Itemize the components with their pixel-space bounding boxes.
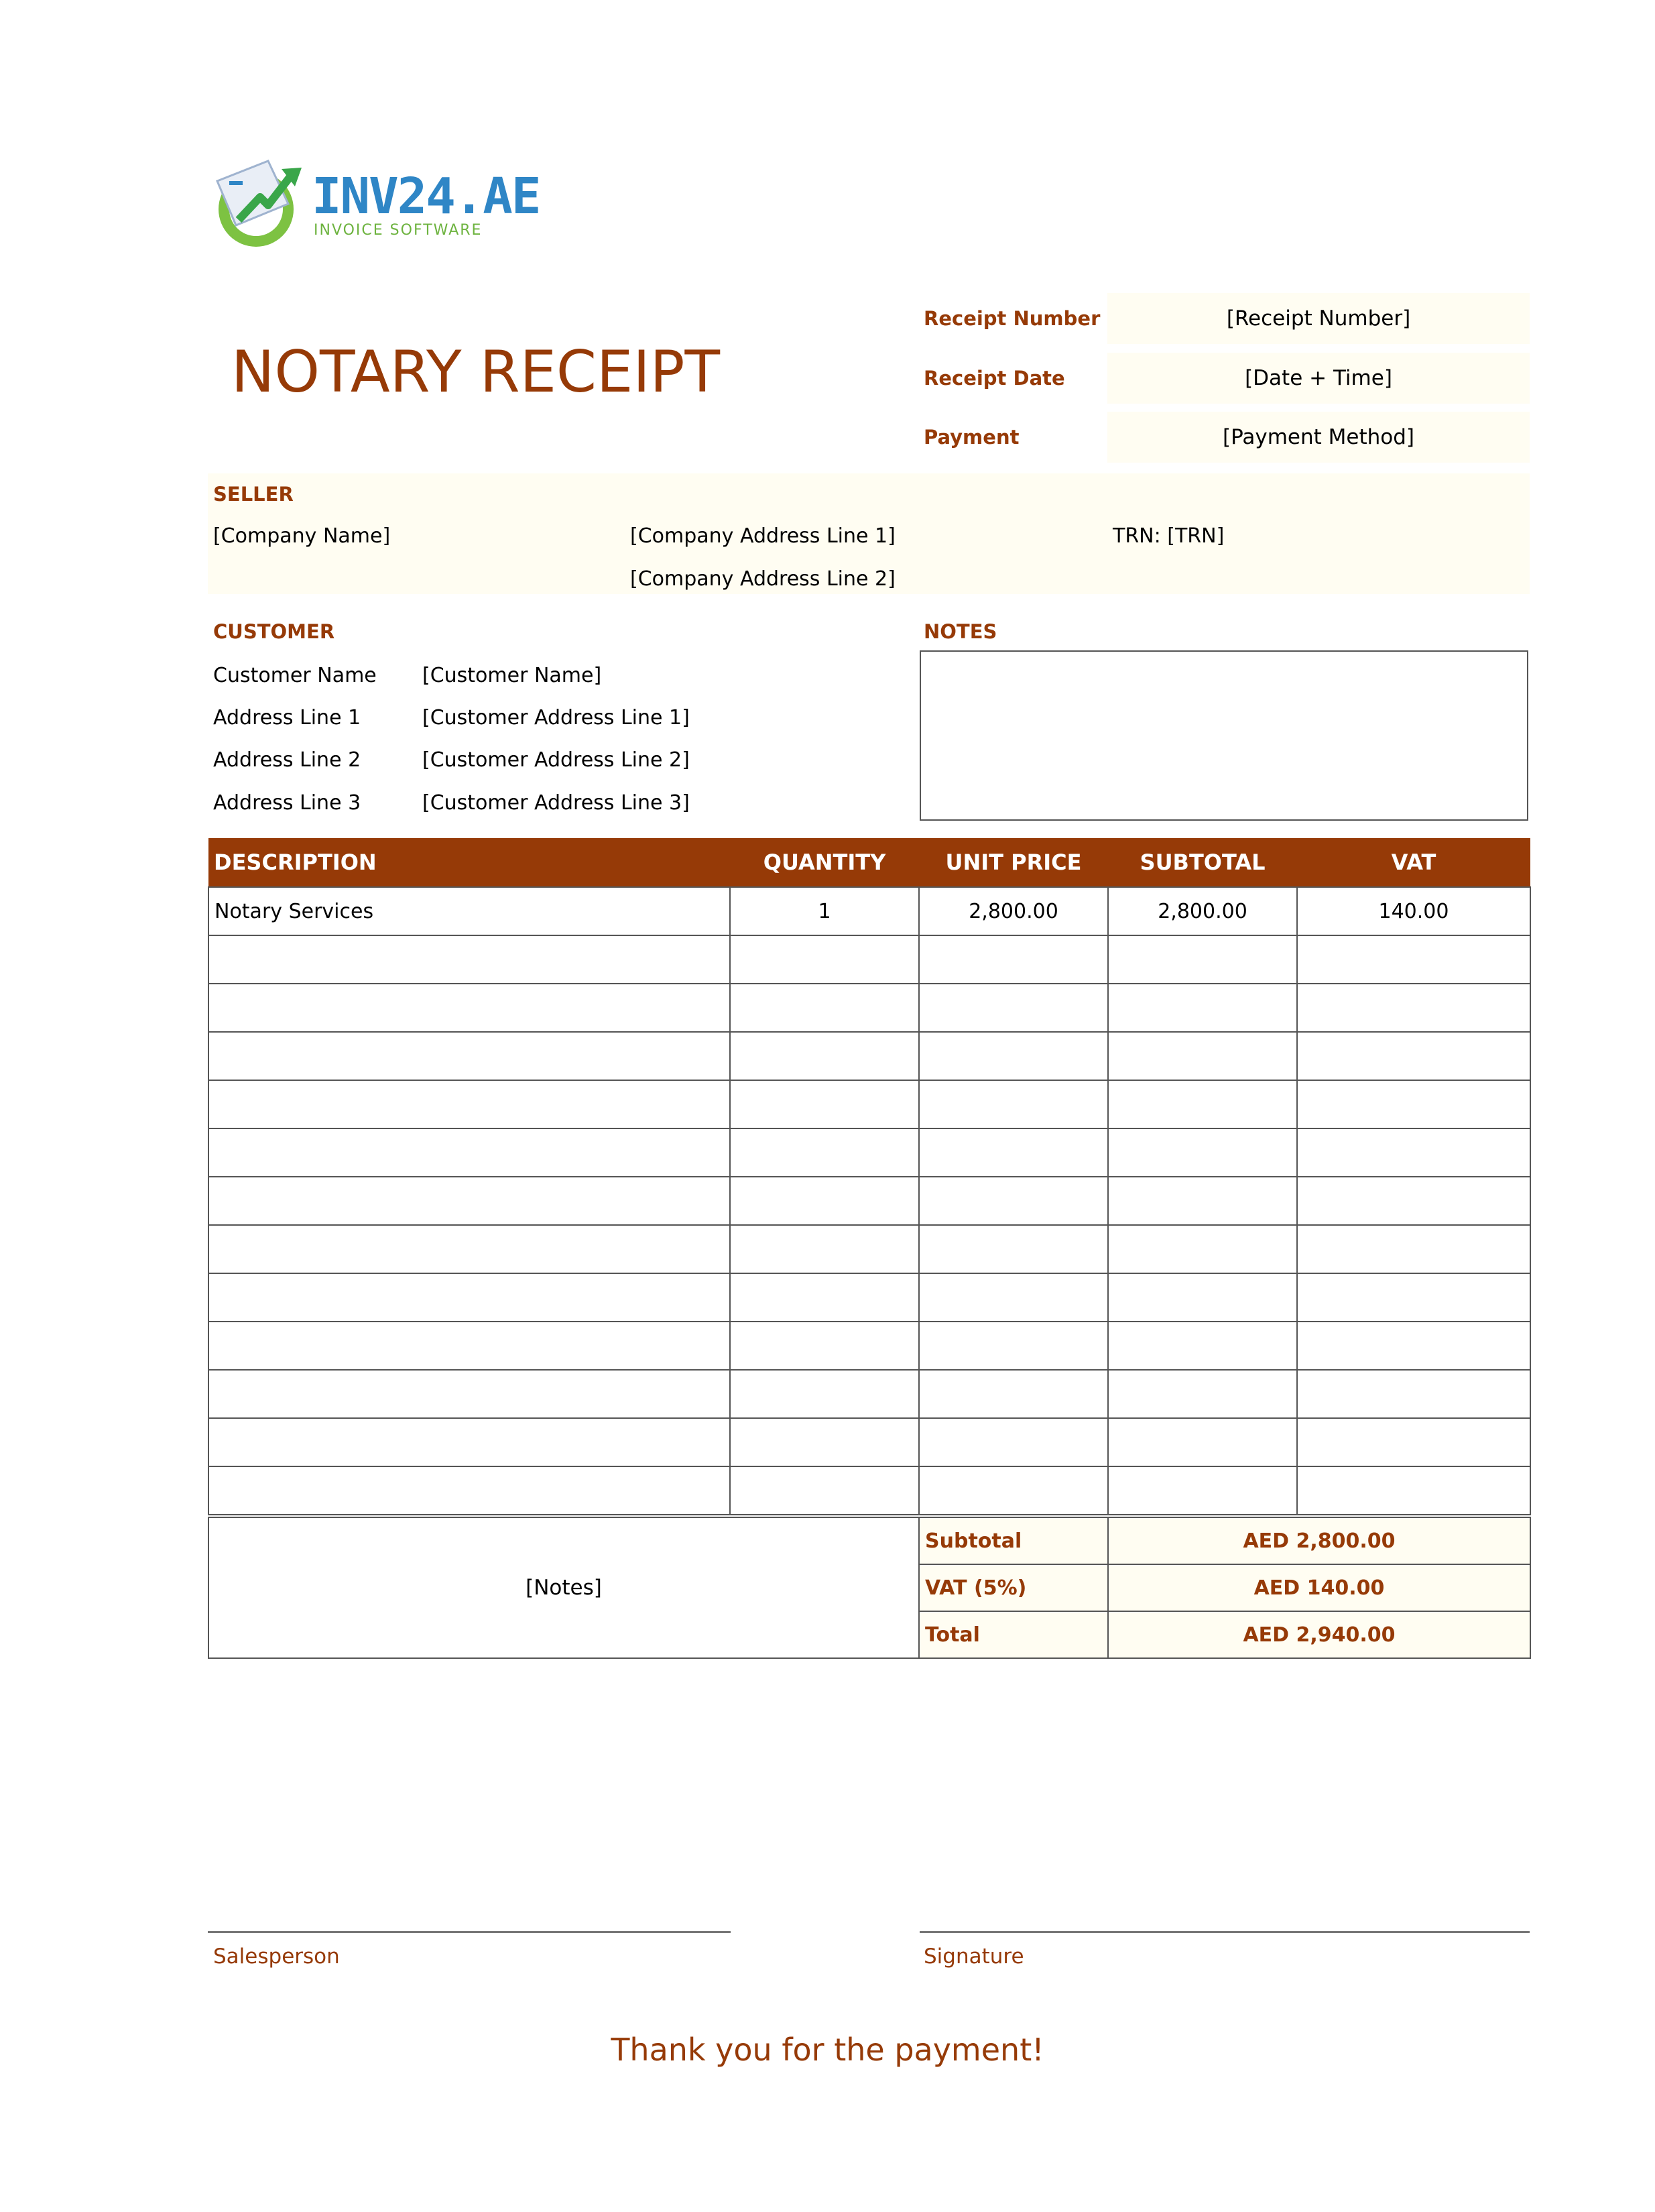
totals-notes[interactable]: [Notes] xyxy=(208,1517,919,1658)
thank-you-message: Thank you for the payment! xyxy=(611,2032,1044,2068)
cell-quantity[interactable] xyxy=(730,1032,919,1080)
cell-quantity[interactable] xyxy=(730,1080,919,1128)
table-row xyxy=(208,1466,1530,1515)
cell-subtotal[interactable] xyxy=(1108,1080,1297,1128)
customer-heading: CUSTOMER xyxy=(213,620,335,643)
cell-vat[interactable] xyxy=(1297,1466,1530,1515)
items-header-row xyxy=(208,838,1530,887)
cell-unit-price[interactable] xyxy=(919,1128,1108,1177)
cell-subtotal[interactable] xyxy=(1108,1322,1297,1370)
cell-description[interactable] xyxy=(208,935,730,984)
cell-unit-price[interactable] xyxy=(919,1273,1108,1322)
cell-vat[interactable] xyxy=(1297,1080,1530,1128)
table-row xyxy=(208,1032,1530,1080)
cell-unit-price[interactable]: 2,800.00 xyxy=(919,887,1108,935)
vat-value: AED 140.00 xyxy=(1108,1564,1530,1611)
table-row xyxy=(208,1080,1530,1128)
customer-address-3-value[interactable]: [Customer Address Line 3] xyxy=(422,791,690,815)
cell-vat[interactable] xyxy=(1297,1273,1530,1322)
cell-subtotal[interactable] xyxy=(1108,1225,1297,1273)
cell-subtotal[interactable] xyxy=(1108,1032,1297,1080)
notes-box[interactable] xyxy=(920,650,1528,821)
seller-address-line-2[interactable]: [Company Address Line 2] xyxy=(630,567,896,591)
cell-quantity[interactable] xyxy=(730,984,919,1032)
cell-quantity[interactable]: 1 xyxy=(730,887,919,935)
customer-name-label: Customer Name xyxy=(213,664,377,687)
cell-unit-price[interactable] xyxy=(919,1225,1108,1273)
cell-description[interactable] xyxy=(208,1032,730,1080)
header-description: DESCRIPTION xyxy=(208,838,730,887)
customer-address-2-value[interactable]: [Customer Address Line 2] xyxy=(422,748,690,772)
cell-quantity[interactable] xyxy=(730,1273,919,1322)
header-vat: VAT xyxy=(1297,838,1530,887)
customer-name-value[interactable]: [Customer Name] xyxy=(422,664,602,687)
table-row xyxy=(208,984,1530,1032)
customer-address-2-label: Address Line 2 xyxy=(213,748,361,772)
cell-vat[interactable] xyxy=(1297,1032,1530,1080)
table-row xyxy=(208,1273,1530,1322)
cell-quantity[interactable] xyxy=(730,1418,919,1466)
cell-subtotal[interactable] xyxy=(1108,935,1297,984)
cell-unit-price[interactable] xyxy=(919,1418,1108,1466)
cell-vat[interactable] xyxy=(1297,1418,1530,1466)
customer-address-1-value[interactable]: [Customer Address Line 1] xyxy=(422,706,690,730)
cell-description[interactable] xyxy=(208,1273,730,1322)
cell-unit-price[interactable] xyxy=(919,984,1108,1032)
cell-unit-price[interactable] xyxy=(919,1032,1108,1080)
cell-subtotal[interactable] xyxy=(1108,1418,1297,1466)
cell-vat[interactable] xyxy=(1297,1322,1530,1370)
items-table xyxy=(208,838,1531,1515)
cell-quantity[interactable] xyxy=(730,1128,919,1177)
cell-description[interactable] xyxy=(208,1370,730,1418)
cell-description[interactable] xyxy=(208,1128,730,1177)
receipt-number-value[interactable]: [Receipt Number] xyxy=(1107,293,1530,344)
cell-unit-price[interactable] xyxy=(919,1080,1108,1128)
cell-subtotal[interactable] xyxy=(1108,1466,1297,1515)
cell-subtotal[interactable] xyxy=(1108,1273,1297,1322)
payment-method-value[interactable]: [Payment Method] xyxy=(1107,412,1530,463)
table-row xyxy=(208,1177,1530,1225)
cell-unit-price[interactable] xyxy=(919,935,1108,984)
table-row xyxy=(208,1418,1530,1466)
cell-description[interactable] xyxy=(208,1466,730,1515)
cell-unit-price[interactable] xyxy=(919,1177,1108,1225)
cell-vat[interactable] xyxy=(1297,984,1530,1032)
salesperson-label: Salesperson xyxy=(213,1944,340,1969)
cell-vat[interactable]: 140.00 xyxy=(1297,887,1530,935)
total-value: AED 2,940.00 xyxy=(1108,1611,1530,1658)
cell-description[interactable] xyxy=(208,1177,730,1225)
seller-trn[interactable]: TRN: [TRN] xyxy=(1113,524,1225,548)
cell-description[interactable] xyxy=(208,1418,730,1466)
receipt-date-value[interactable]: [Date + Time] xyxy=(1107,353,1530,404)
cell-subtotal[interactable] xyxy=(1108,1128,1297,1177)
header-quantity: QUANTITY xyxy=(730,838,919,887)
cell-vat[interactable] xyxy=(1297,1225,1530,1273)
cell-quantity[interactable] xyxy=(730,935,919,984)
seller-heading: SELLER xyxy=(213,483,294,506)
cell-subtotal[interactable]: 2,800.00 xyxy=(1108,887,1297,935)
signature-label: Signature xyxy=(924,1944,1024,1969)
customer-address-1-label: Address Line 1 xyxy=(213,706,361,730)
total-label: Total xyxy=(919,1611,1108,1658)
subtotal-value: AED 2,800.00 xyxy=(1108,1517,1530,1564)
cell-quantity[interactable] xyxy=(730,1322,919,1370)
subtotal-row xyxy=(208,1517,1530,1564)
vat-label: VAT (5%) xyxy=(919,1564,1108,1611)
document-title: NOTARY RECEIPT xyxy=(231,339,721,406)
receipt-number-label: Receipt Number xyxy=(924,307,1101,330)
logo-icon xyxy=(209,156,310,249)
table-row xyxy=(208,1225,1530,1273)
cell-quantity[interactable] xyxy=(730,1225,919,1273)
table-row xyxy=(208,887,1530,935)
receipt-date-label: Receipt Date xyxy=(924,367,1065,390)
table-row xyxy=(208,1370,1530,1418)
table-row xyxy=(208,1322,1530,1370)
header-unit-price: UNIT PRICE xyxy=(919,838,1108,887)
table-row xyxy=(208,935,1530,984)
totals-table xyxy=(208,1517,1531,1659)
cell-vat[interactable] xyxy=(1297,1370,1530,1418)
cell-vat[interactable] xyxy=(1297,935,1530,984)
seller-address-line-1[interactable]: [Company Address Line 1] xyxy=(630,524,896,548)
salesperson-line xyxy=(208,1931,731,1933)
cell-subtotal[interactable] xyxy=(1108,1370,1297,1418)
cell-description[interactable] xyxy=(208,984,730,1032)
cell-subtotal[interactable] xyxy=(1108,984,1297,1032)
seller-company-name[interactable]: [Company Name] xyxy=(213,524,391,548)
cell-quantity[interactable] xyxy=(730,1177,919,1225)
header-subtotal: SUBTOTAL xyxy=(1108,838,1297,887)
cell-description[interactable]: Notary Services xyxy=(208,887,730,935)
cell-vat[interactable] xyxy=(1297,1177,1530,1225)
cell-description[interactable] xyxy=(208,1080,730,1128)
notes-heading: NOTES xyxy=(924,620,997,643)
subtotal-label: Subtotal xyxy=(919,1517,1108,1564)
cell-subtotal[interactable] xyxy=(1108,1177,1297,1225)
table-row xyxy=(208,1128,1530,1177)
cell-unit-price[interactable] xyxy=(919,1466,1108,1515)
cell-quantity[interactable] xyxy=(730,1466,919,1515)
cell-quantity[interactable] xyxy=(730,1370,919,1418)
logo-name: INV24.AE xyxy=(312,168,540,225)
cell-vat[interactable] xyxy=(1297,1128,1530,1177)
logo-tagline: INVOICE SOFTWARE xyxy=(314,222,483,239)
cell-description[interactable] xyxy=(208,1225,730,1273)
customer-address-3-label: Address Line 3 xyxy=(213,791,361,815)
cell-unit-price[interactable] xyxy=(919,1322,1108,1370)
payment-method-label: Payment xyxy=(924,426,1020,449)
cell-unit-price[interactable] xyxy=(919,1370,1108,1418)
signature-line xyxy=(920,1931,1530,1933)
cell-description[interactable] xyxy=(208,1322,730,1370)
